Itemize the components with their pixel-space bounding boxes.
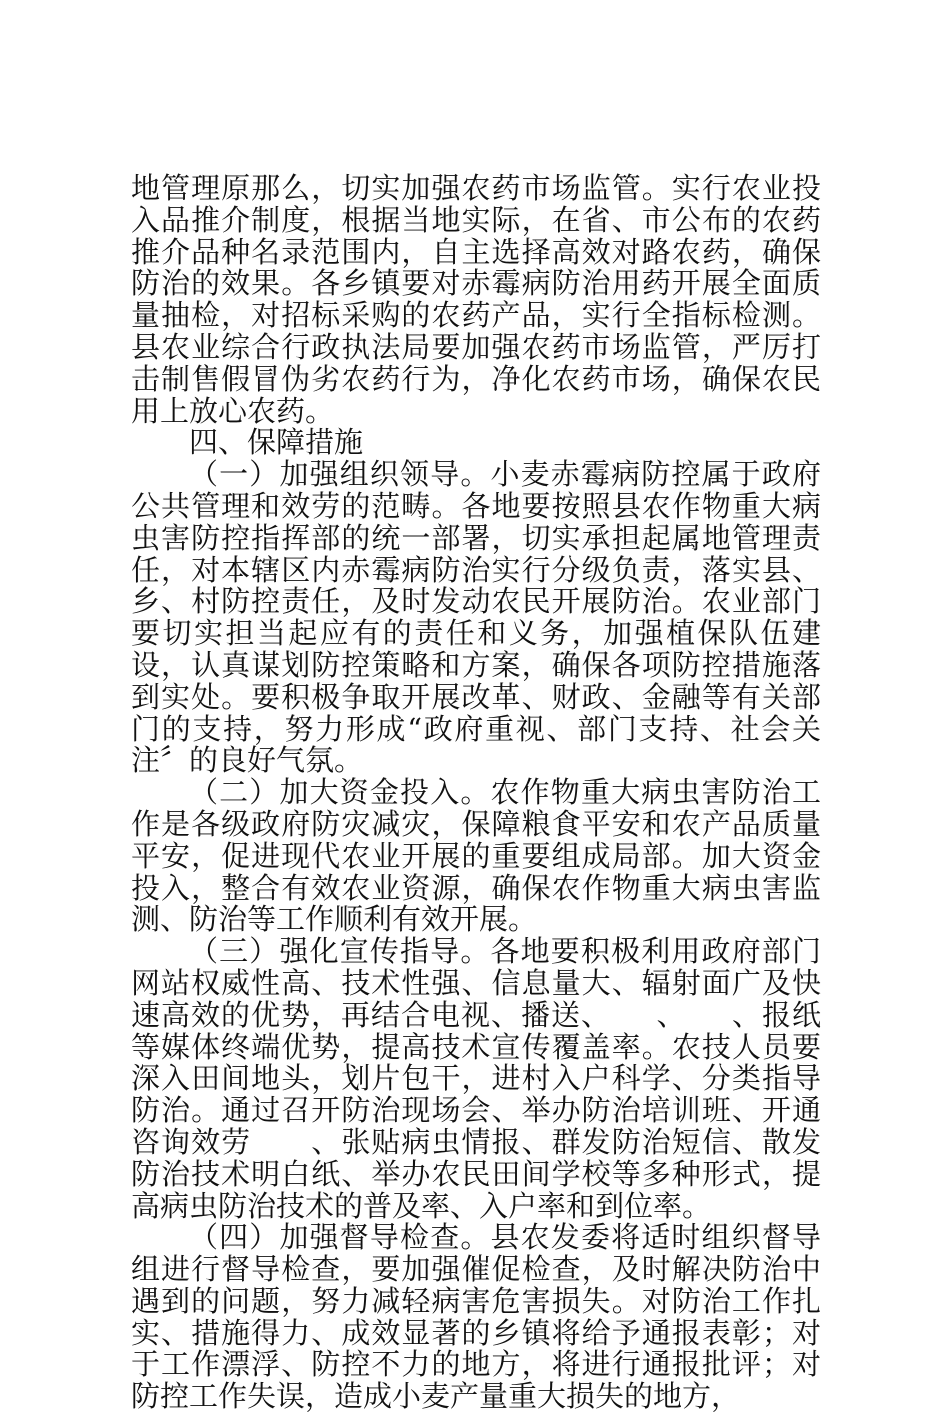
document-body: [131, 173, 821, 1413]
paragraph-supervision-inspection: （四）加强督导检查。县农发委将适时组织督导组进行督导检查，要加强催促检查，及时解决防治中遇到的问题，努力减轻病害危害损失。对防治工作扎实、措施得力、成效显著的乡镇将给予通报表彰；对于工作漂浮、防控不力的地方，将进行通报批评；对防控工作失误，造成小麦产量重大损失的地方，: [131, 1220, 821, 1413]
paragraph-publicity-guidance: （三）强化宣传指导。各地要积极利用政府部门网站权威性高、技术性强、信息量大、辐射面广及快速高效的优势，再结合电视、播送、 、 、报纸等媒体终端优势，提高技术宣传覆盖率。农技人员要深入田间地头，划片包干，进村入户科学、分类指导防治。通过召开防治现场会、举办防治培训班、开通咨询效劳 、张贴病虫情报、群发防治短信、散发防治技术明白纸、举办农民田间学校等多种形式，提高病虫防治技术的普及率、入户率和到位率。: [131, 934, 821, 1223]
section-heading: 四、保障措施: [189, 425, 364, 460]
paragraph-continuation: 地管理原那么，切实加强农药市场监管。实行农业投入品推介制度，根据当地实际，在省、市公布的农药推介品种名录范围内，自主选择高效对路农药，确保防治的效果。各乡镇要对赤霉病防治用药开展全面质量抽检，对招标采购的农药产品，实行全指标检测。县农业综合行政执法局要加强农药市场监管，严厉打击制售假冒伪劣农药行为，净化农药市场，确保农民用上放心农药。: [131, 171, 821, 428]
paragraph-funding-investment: （二）加大资金投入。农作物重大病虫害防治工作是各级政府防灾减灾，保障粮食平安和农产品质量平安，促进现代农业开展的重要组成局部。加大资金投入，整合有效农业资源，确保农作物重大病虫害监测、防治等工作顺利有效开展。: [131, 775, 821, 937]
paragraph-organization-leadership: （一）加强组织领导。小麦赤霉病防控属于政府公共管理和效劳的范畴。各地要按照县农作物重大病虫害防控指挥部的统一部署，切实承担起属地管理责任，对本辖区内赤霉病防治实行分级负责，落实县、乡、村防控责任，及时发动农民开展防治。农业部门要切实担当起应有的责任和义务，加强植保队伍建设，认真谋划防控策略和方案，确保各项防控措施落到实处。要积极争取开展改革、财政、金融等有关部门的支持，努力形成“政府重视、部门支持、社会关注〞的良好气氛。: [131, 457, 821, 778]
